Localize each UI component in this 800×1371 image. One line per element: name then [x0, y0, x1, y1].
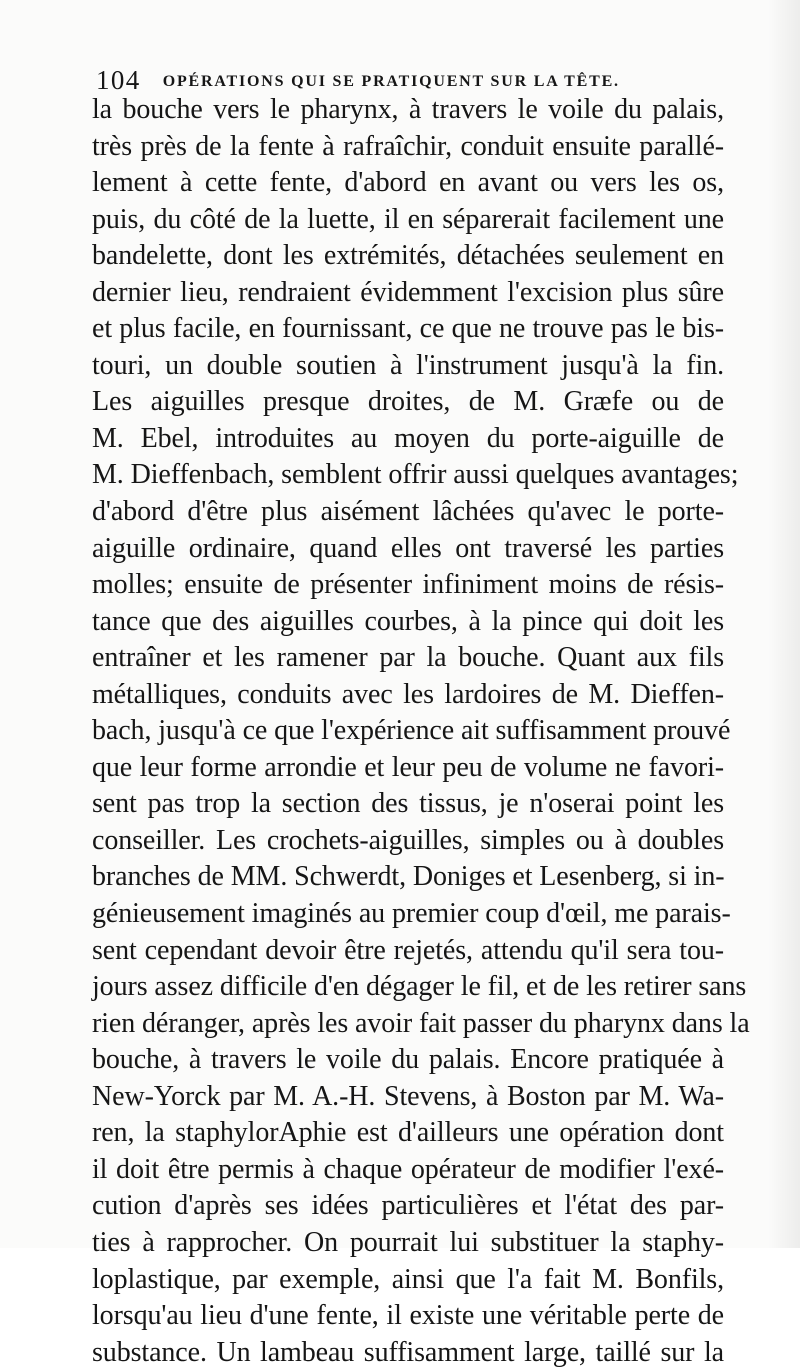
- text-line: lement à cette fente, d'abord en avant ou vers les os,: [92, 167, 724, 199]
- text-line: jours assez difficile d'en dégager le fil, et de les retirer sans: [92, 971, 747, 1003]
- text-line: molles; ensuite de présenter infiniment moins de résis-: [92, 569, 724, 601]
- text-line: cution d'après ses idées particulières et l'état des par-: [92, 1190, 724, 1222]
- text-line: Les aiguilles presque droites, de M. Græfe ou de: [92, 386, 724, 418]
- text-line: touri, un double soutien à l'instrument jusqu'à la fin.: [92, 349, 724, 381]
- text-line: aiguille ordinaire, quand elles ont traversé les parties: [92, 532, 724, 564]
- running-head: [96, 58, 696, 94]
- text-line: branches de MM. Schwerdt, Doniges et Lesenberg, si in-: [92, 861, 725, 893]
- text-line: il doit être permis à chaque opérateur de modifier l'exé-: [92, 1153, 724, 1185]
- running-title: OPÉRATIONS QUI SE PRATIQUENT SUR LA TÊTE.: [162, 73, 620, 90]
- text-line: et plus facile, en fournissant, ce que ne trouve pas le bis-: [92, 313, 724, 345]
- text-line: bach, jusqu'à ce que l'expérience ait suffisamment prouvé: [92, 715, 731, 747]
- text-line: génieusement imaginés au premier coup d'œil, me parais-: [92, 898, 731, 930]
- body-text: [92, 92, 750, 1371]
- text-line: M. Ebel, introduites au moyen du porte-aiguille de: [92, 422, 724, 454]
- text-line: très près de la fente à rafraîchir, conduit ensuite parallé-: [92, 130, 724, 162]
- text-line: entraîner et les ramener par la bouche. Quant aux fils: [92, 642, 724, 674]
- text-line: loplastique, par exemple, ainsi que l'a fait M. Bonfils,: [92, 1263, 724, 1295]
- page-number: 104: [96, 65, 141, 95]
- page-edge-shadow: [768, 0, 800, 1248]
- text-line: substance. Un lambeau suffisamment large, taillé sur la: [92, 1336, 724, 1368]
- text-line: lorsqu'au lieu d'une fente, il existe une véritable perte de: [92, 1300, 724, 1332]
- text-line: que leur forme arrondie et leur peu de volume ne favori-: [92, 751, 724, 783]
- text-line: sent pas trop la section des tissus, je n'oserai point les: [92, 788, 724, 820]
- text-line: bandelette, dont les extrémités, détachées seulement en: [92, 240, 724, 272]
- text-line: sent cependant devoir être rejetés, attendu qu'il sera tou-: [92, 934, 724, 966]
- text-line: rien déranger, après les avoir fait passer du pharynx dans la: [92, 1007, 750, 1039]
- text-line: bouche, à travers le voile du palais. Encore pratiquée à: [92, 1044, 724, 1076]
- text-line: M. Dieffenbach, semblent offrir aussi quelques avantages;: [92, 459, 739, 491]
- text-line: tance que des aiguilles courbes, à la pince qui doit les: [92, 605, 724, 637]
- text-line: puis, du côté de la luette, il en séparerait facilement une: [92, 203, 724, 235]
- text-line: métalliques, conduits avec les lardoires de M. Dieffen-: [92, 678, 724, 710]
- text-line: la bouche vers le pharynx, à travers le voile du palais,: [92, 94, 724, 125]
- text-line: ren, la staphylorAphie est d'ailleurs une opération dont: [92, 1117, 724, 1149]
- text-line: ties à rapprocher. On pourrait lui substituer la staphy-: [92, 1226, 724, 1258]
- text-line: dernier lieu, rendraient évidemment l'excision plus sûre: [92, 276, 724, 308]
- text-line: d'abord d'être plus aisément lâchées qu'avec le porte-: [92, 496, 724, 528]
- text-line: conseiller. Les crochets-aiguilles, simples ou à doubles: [92, 824, 724, 856]
- text-line: New-Yorck par M. A.-H. Stevens, à Boston par M. Wa-: [92, 1080, 724, 1112]
